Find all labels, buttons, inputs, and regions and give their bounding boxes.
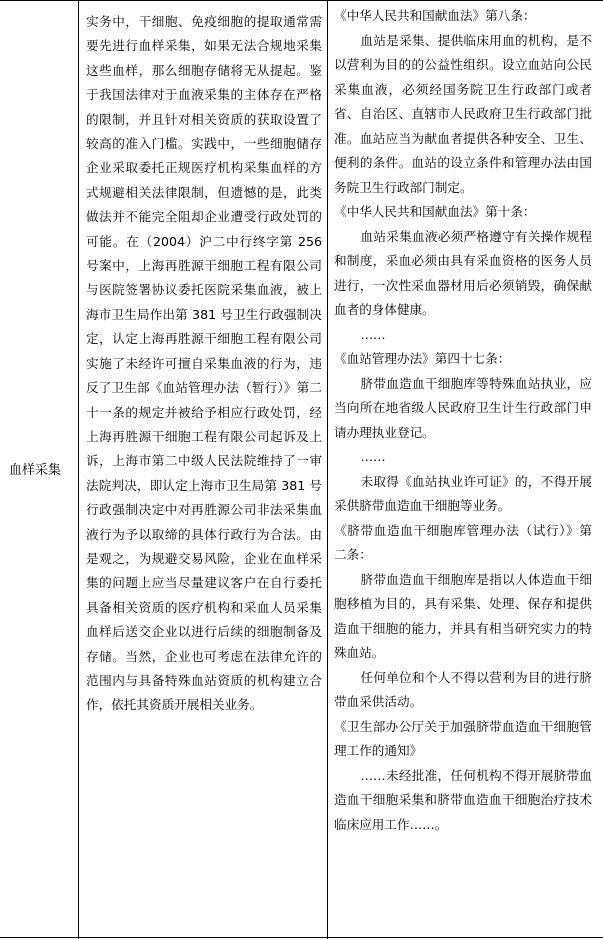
provision-text: ……未经批准，任何机构不得开展脐带血造血干细胞采集和脐带血造血干细胞治疗技术临床应用工作……。 [334, 767, 592, 832]
column-divider-1 [78, 0, 79, 939]
row-label-cell [0, 0, 78, 937]
row-label: 血样采集 [9, 463, 62, 478]
provision-text: 未取得《血站执业许可证》的，不得开展采供脐带血造血干细胞等业务。 [334, 473, 592, 513]
provision-source: 《血站管理办法》第四十七条： [334, 351, 511, 366]
provision-ellipsis: …… [360, 326, 386, 342]
provision-source: 《中华人民共和国献血法》第八条： [334, 8, 536, 23]
provision-ellipsis: …… [360, 449, 386, 464]
provision-text: 任何单位和个人不得以营利为目的进行脐带血采供活动。 [334, 669, 592, 709]
provision-source: 《中华人民共和国献血法》第十条： [334, 204, 536, 219]
analysis-text: 实务中，干细胞、免疫细胞的提取通常需要先进行血样采集，如果无法合规地采集这些血样，那么细胞存储将无从提起。鉴于我国法律对于血液采集的主体存在严格的限制，并且针对相关资质的获取设置了较高的准入门槛。实践中，一些细胞储存企业采取委托正规医疗机构采集血样的方式规避相关法律限制，但遗憾的是，此类做法并不能完全阻却企业遭受行政处罚的可能。在（2004）沪二中行终字第 256 号案中，上海再胜源干细胞工程有限公司与医院签署协议委托医院采集血液，被上海市卫生局作出第 381 号卫生行政强制决定，认定上海再胜源干细胞工程有限公司实施了未经许可擅自采集血液的行为，违反了卫生部《血站管理办法（暂行）》第二十一条的规定并被给予相应行政处罚，经上海再胜源干细胞工程有限公司起诉及上诉，上海市第二中级人民法院维持了一审法院判决，即认定上海市卫生局第 381 号行政强制决定中对再胜源公司非法采集血液行为予以取缔的具体行政行为合法。由是观之，为规避交易风险，企业在血样采集的问题上应当尽量建议客户在自行委托具备相关资质的医疗机构和采血人员采集血样后送交企业以进行后续的细胞制备及存储。当然，企业也可考虑在法律允许的范围内与具备特殊血站资质的机构建立合作，依托其资质开展相关业务。 [86, 14, 322, 713]
column-divider-2 [327, 0, 328, 939]
provisions-cell [334, 4, 592, 837]
table-top-border [0, 0, 603, 1]
provision-text: 血站是采集、提供临床用血的机构，是不以营利为目的的公益性组织。设立血站向公民采集血液，必须经国务院卫生行政部门或者省、自治区、直辖市人民政府卫生行政部门批准。血站应当为献血者提供各种安全、卫生、便利的条件。血站的设立条件和管理办法由国务院卫生行政部门制定。 [334, 32, 592, 195]
provision-text: 脐带血造血干细胞库是指以人体造血干细胞移植为目的，具有采集、处理、保存和提供造血干细胞的能力，并具有相当研究实力的特殊血站。 [334, 571, 592, 660]
provision-source: 《脐带血造血干细胞库管理办法（试行）》第二条： [334, 522, 592, 562]
provision-text: 脐带血造血干细胞库等特殊血站执业，应当向所在地省级人民政府卫生计生行政部门申请办理执业登记。 [334, 375, 592, 440]
provision-text: 血站采集血液必须严格遵守有关操作规程和制度，采血必须由具有采血资格的医务人员进行，一次性采血器材用后必须销毁，确保献血者的身体健康。 [334, 228, 592, 317]
provision-source: 《卫生部办公厅关于加强脐带血造血干细胞管理工作的通知》 [334, 718, 592, 758]
table-bottom-border [0, 937, 603, 938]
analysis-cell [86, 10, 322, 718]
